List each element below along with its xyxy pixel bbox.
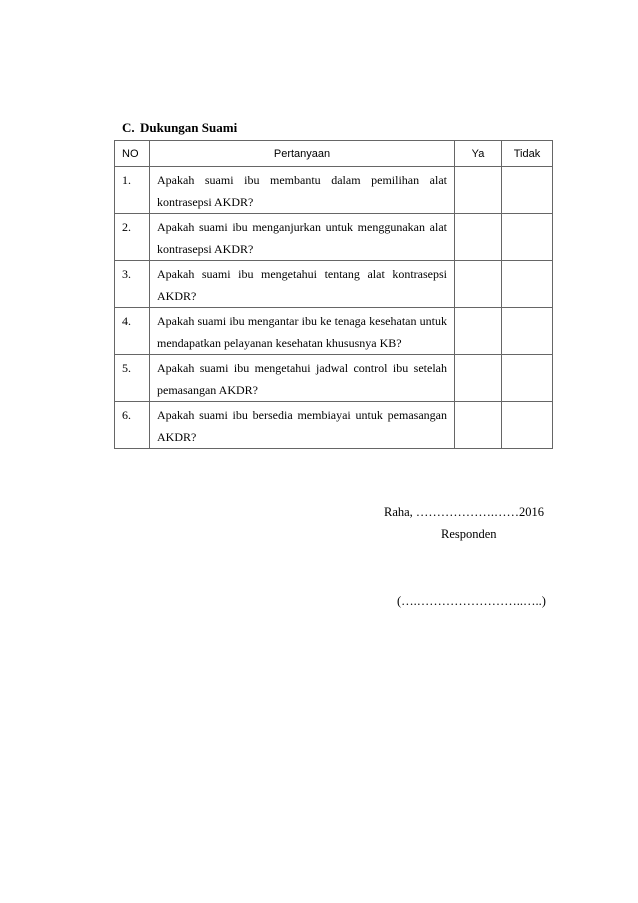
header-no-answer: Tidak bbox=[502, 141, 553, 167]
table-row bbox=[115, 261, 553, 308]
row-number: 6. bbox=[115, 402, 150, 449]
answer-no-cell[interactable] bbox=[502, 355, 553, 402]
answer-yes-cell[interactable] bbox=[455, 355, 502, 402]
row-question: Apakah suami ibu bersedia membiayai untuk pemasangan AKDR? bbox=[150, 402, 455, 449]
table-row bbox=[115, 167, 553, 214]
answer-no-cell[interactable] bbox=[502, 167, 553, 214]
row-number: 4. bbox=[115, 308, 150, 355]
row-question: Apakah suami ibu mengetahui jadwal control ibu setelah pemasangan AKDR? bbox=[150, 355, 455, 402]
header-question: Pertanyaan bbox=[150, 141, 455, 167]
questionnaire-table bbox=[114, 140, 553, 449]
row-number: 5. bbox=[115, 355, 150, 402]
answer-no-cell[interactable] bbox=[502, 261, 553, 308]
answer-yes-cell[interactable] bbox=[455, 402, 502, 449]
table-row bbox=[115, 214, 553, 261]
signature-place-date: Raha, ……………….……2016 bbox=[384, 505, 545, 519]
row-number: 1. bbox=[115, 167, 150, 214]
table-row bbox=[115, 355, 553, 402]
answer-no-cell[interactable] bbox=[502, 402, 553, 449]
table-header-row bbox=[115, 141, 553, 167]
header-no: NO bbox=[115, 141, 150, 167]
section-title: Dukungan Suami bbox=[140, 120, 238, 135]
answer-yes-cell[interactable] bbox=[455, 167, 502, 214]
signature-role: Responden bbox=[441, 527, 497, 541]
table-row bbox=[115, 308, 553, 355]
section-heading bbox=[122, 120, 237, 136]
row-number: 2. bbox=[115, 214, 150, 261]
answer-yes-cell[interactable] bbox=[455, 261, 502, 308]
row-question: Apakah suami ibu mengetahui tentang alat kontrasepsi AKDR? bbox=[150, 261, 455, 308]
row-number: 3. bbox=[115, 261, 150, 308]
answer-no-cell[interactable] bbox=[502, 308, 553, 355]
row-question: Apakah suami ibu menganjurkan untuk menggunakan alat kontrasepsi AKDR? bbox=[150, 214, 455, 261]
row-question: Apakah suami ibu membantu dalam pemilihan alat kontrasepsi AKDR? bbox=[150, 167, 455, 214]
header-yes: Ya bbox=[455, 141, 502, 167]
answer-yes-cell[interactable] bbox=[455, 308, 502, 355]
section-letter: C. bbox=[122, 120, 135, 135]
table-row bbox=[115, 402, 553, 449]
answer-yes-cell[interactable] bbox=[455, 214, 502, 261]
row-question: Apakah suami ibu mengantar ibu ke tenaga kesehatan untuk mendapatkan pelayanan kesehatan khususnya KB? bbox=[150, 308, 455, 355]
signature-name-blank: (….……………………..…..) bbox=[397, 594, 546, 608]
answer-no-cell[interactable] bbox=[502, 214, 553, 261]
